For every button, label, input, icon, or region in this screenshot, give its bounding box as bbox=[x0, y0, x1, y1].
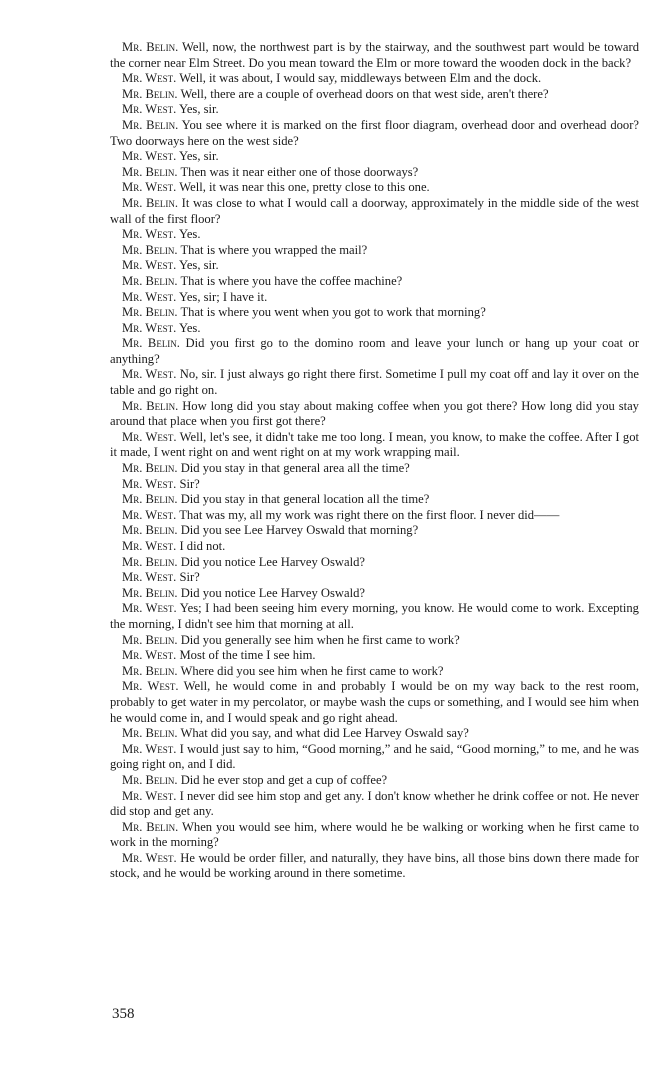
speaker-name: Mr. West. bbox=[122, 507, 177, 522]
testimony-paragraph bbox=[110, 243, 639, 259]
speaker-name: Mr. West. bbox=[122, 476, 177, 491]
speaker-name: Mr. Belin. bbox=[122, 336, 180, 351]
speech-text: Most of the time I see him. bbox=[179, 648, 316, 663]
speech-text: Yes, sir. bbox=[179, 102, 219, 117]
speaker-name: Mr. Belin. bbox=[122, 523, 178, 538]
speech-text: I did not. bbox=[179, 539, 226, 553]
speech-text: Yes; I had been seeing him every morning, you know. He would come to work. Excepting the morning, I didn't see him that morning at all. bbox=[110, 601, 639, 631]
speaker-name: Mr. West. bbox=[122, 850, 177, 865]
speaker-name: Mr. Belin. bbox=[122, 398, 179, 413]
speech-text: Did you stay in that general location all the time? bbox=[180, 492, 430, 507]
speech-text: Well, now, the northwest part is by the stairway, and the southwest part would be toward the corner near Elm Street. Do you mean toward the Elm or more toward the wooden dock in the back? bbox=[110, 40, 640, 70]
testimony-paragraph bbox=[110, 523, 639, 539]
speaker-name: Mr. West. bbox=[122, 102, 177, 117]
speech-text: Well, there are a couple of overhead doors on that west side, aren't there? bbox=[180, 86, 549, 101]
speaker-name: Mr. West. bbox=[122, 258, 177, 273]
speaker-name: Mr. Belin. bbox=[122, 554, 178, 569]
testimony-paragraph bbox=[110, 165, 639, 181]
testimony-paragraph bbox=[110, 71, 639, 87]
testimony-paragraph bbox=[110, 118, 639, 149]
speech-text: You see where it is marked on the first floor diagram, overhead door and overhead door? Two doorways here on the west side? bbox=[110, 117, 639, 148]
speaker-name: Mr. West. bbox=[122, 741, 177, 756]
testimony-paragraph bbox=[110, 274, 639, 290]
speaker-name: Mr. West. bbox=[122, 71, 177, 86]
speaker-name: Mr. Belin. bbox=[122, 273, 178, 288]
testimony-paragraph bbox=[110, 102, 639, 118]
testimony-paragraph bbox=[110, 773, 639, 789]
speaker-name: Mr. Belin. bbox=[122, 164, 178, 179]
transcript-page bbox=[110, 40, 639, 882]
speech-text: Where did you see him when he first came to work? bbox=[180, 663, 444, 678]
testimony-paragraph bbox=[110, 633, 639, 649]
speech-text: He would be order filler, and naturally, they have bins, all those bins down there made for stock, and he would be working around in there sometime. bbox=[110, 850, 639, 881]
speech-text: No, sir. I just always go right there first. Sometime I pull my coat off and lay it over on the table and go right on. bbox=[110, 367, 639, 398]
testimony-paragraph bbox=[110, 555, 639, 571]
speech-text: Well, it was about, I would say, middleways between Elm and the dock. bbox=[179, 71, 542, 86]
speech-text: That is where you wrapped the mail? bbox=[180, 242, 368, 257]
testimony-paragraph bbox=[110, 851, 639, 882]
testimony-paragraph bbox=[110, 196, 639, 227]
speaker-name: Mr. West. bbox=[122, 601, 177, 616]
speaker-name: Mr. West. bbox=[122, 648, 177, 663]
speech-text: Sir? bbox=[179, 476, 200, 491]
speaker-name: Mr. West. bbox=[122, 320, 177, 335]
testimony-paragraph bbox=[110, 321, 639, 337]
speech-text: What did you say, and what did Lee Harvey Oswald say? bbox=[180, 726, 469, 741]
testimony-paragraph bbox=[110, 399, 639, 430]
speaker-name: Mr. Belin. bbox=[122, 195, 179, 210]
testimony-paragraph bbox=[110, 87, 639, 103]
speech-text: Did you generally see him when he first came to work? bbox=[180, 632, 460, 647]
speaker-name: Mr. Belin. bbox=[122, 117, 179, 132]
testimony-paragraph bbox=[110, 648, 639, 664]
testimony-paragraph bbox=[110, 820, 639, 851]
speech-text: That is where you went when you got to work that morning? bbox=[180, 305, 486, 320]
testimony-paragraph bbox=[110, 586, 639, 602]
testimony-paragraph bbox=[110, 742, 639, 773]
speaker-name: Mr. Belin. bbox=[122, 492, 178, 507]
speaker-name: Mr. West. bbox=[122, 289, 177, 304]
speaker-name: Mr. West. bbox=[122, 227, 177, 242]
testimony-paragraph bbox=[110, 180, 639, 196]
testimony-paragraph bbox=[110, 336, 639, 367]
testimony-paragraph bbox=[110, 40, 639, 71]
speaker-name: Mr. Belin. bbox=[122, 585, 178, 600]
testimony-paragraph bbox=[110, 461, 639, 477]
speech-text: Yes, sir. bbox=[179, 149, 219, 164]
page-number: 358 bbox=[112, 1006, 135, 1022]
speaker-name: Mr. Belin. bbox=[122, 86, 178, 101]
testimony-paragraph bbox=[110, 367, 639, 398]
speech-text: I would just say to him, “Good morning,” and he said, “Good morning,” to me, and he was going right on, and I did. bbox=[110, 741, 639, 772]
speaker-name: Mr. West. bbox=[122, 788, 177, 803]
testimony-paragraph bbox=[110, 570, 639, 586]
speaker-name: Mr. Belin. bbox=[122, 632, 178, 647]
speaker-name: Mr. Belin. bbox=[122, 772, 178, 787]
speech-text: Did you notice Lee Harvey Oswald? bbox=[180, 554, 365, 569]
speech-text: When you would see him, where would he be walking or working when he first came to work in the morning? bbox=[110, 819, 640, 850]
speech-text: It was close to what I would call a doorway, approximately in the middle side of the west wall of the first floor? bbox=[110, 195, 639, 226]
speech-text: That was my, all my work was right there on the first floor. I never did—— bbox=[179, 507, 560, 522]
speaker-name: Mr. West. bbox=[122, 679, 179, 694]
speech-text: Yes, sir. bbox=[179, 258, 219, 273]
testimony-paragraph bbox=[110, 227, 639, 243]
testimony-paragraph bbox=[110, 726, 639, 742]
speaker-name: Mr. West. bbox=[122, 570, 177, 585]
speaker-name: Mr. West. bbox=[122, 149, 177, 164]
speech-text: Did you see Lee Harvey Oswald that morning? bbox=[180, 523, 419, 538]
speech-text: Yes. bbox=[179, 320, 201, 335]
speaker-name: Mr. Belin. bbox=[122, 461, 178, 476]
testimony-paragraph bbox=[110, 305, 639, 321]
speaker-name: Mr. Belin. bbox=[122, 305, 178, 320]
speech-text: Did you notice Lee Harvey Oswald? bbox=[180, 585, 365, 600]
speaker-name: Mr. West. bbox=[122, 429, 177, 444]
speech-text: How long did you stay about making coffee when you got there? How long did you stay around that place when you first got there? bbox=[110, 398, 639, 429]
speech-text: Well, let's see, it didn't take me too long. I mean, you know, to make the coffee. After I got it made, I went right on and went right on at my work wrapping mail. bbox=[110, 429, 639, 460]
speaker-name: Mr. Belin. bbox=[122, 726, 178, 741]
speaker-name: Mr. West. bbox=[122, 367, 177, 382]
testimony-paragraph bbox=[110, 492, 639, 508]
testimony-paragraph bbox=[110, 789, 639, 820]
speech-text: Then was it near either one of those doorways? bbox=[180, 164, 419, 179]
speech-text: Well, it was near this one, pretty close to this one. bbox=[179, 180, 430, 195]
speech-text: Yes, sir; I have it. bbox=[179, 289, 268, 304]
testimony-paragraph bbox=[110, 258, 639, 274]
speaker-name: Mr. West. bbox=[122, 539, 177, 553]
testimony-paragraph bbox=[110, 679, 639, 726]
speech-text: Well, he would come in and probably I would be on my way back to the rest room, probably to get water in my percolator, or maybe wash the cups or something, and I would see him when he would come in, and I would speak and go right ahead. bbox=[110, 679, 639, 725]
testimony-paragraph bbox=[110, 601, 639, 632]
testimony-paragraph bbox=[110, 149, 639, 165]
speech-text: I never did see him stop and get any. I don't know whether he drink coffee or not. He never did stop and get any. bbox=[110, 788, 639, 819]
testimony-paragraph bbox=[110, 508, 639, 524]
speech-text: Yes. bbox=[179, 227, 201, 242]
speech-text: Did he ever stop and get a cup of coffee? bbox=[180, 772, 388, 787]
speaker-name: Mr. Belin. bbox=[122, 242, 178, 257]
speech-text: Did you first go to the domino room and leave your lunch or hang up your coat or anything? bbox=[110, 336, 640, 366]
testimony-paragraph bbox=[110, 477, 639, 493]
testimony-paragraph bbox=[110, 290, 639, 306]
testimony-paragraph bbox=[110, 430, 639, 461]
testimony-paragraph bbox=[110, 664, 639, 680]
speaker-name: Mr. Belin. bbox=[122, 40, 179, 54]
speaker-name: Mr. Belin. bbox=[122, 663, 178, 678]
testimony-paragraph bbox=[110, 539, 639, 555]
speech-text: That is where you have the coffee machine? bbox=[180, 273, 403, 288]
speaker-name: Mr. Belin. bbox=[122, 819, 179, 834]
speech-text: Did you stay in that general area all the time? bbox=[180, 461, 410, 476]
speech-text: Sir? bbox=[179, 570, 200, 585]
speaker-name: Mr. West. bbox=[122, 180, 177, 195]
